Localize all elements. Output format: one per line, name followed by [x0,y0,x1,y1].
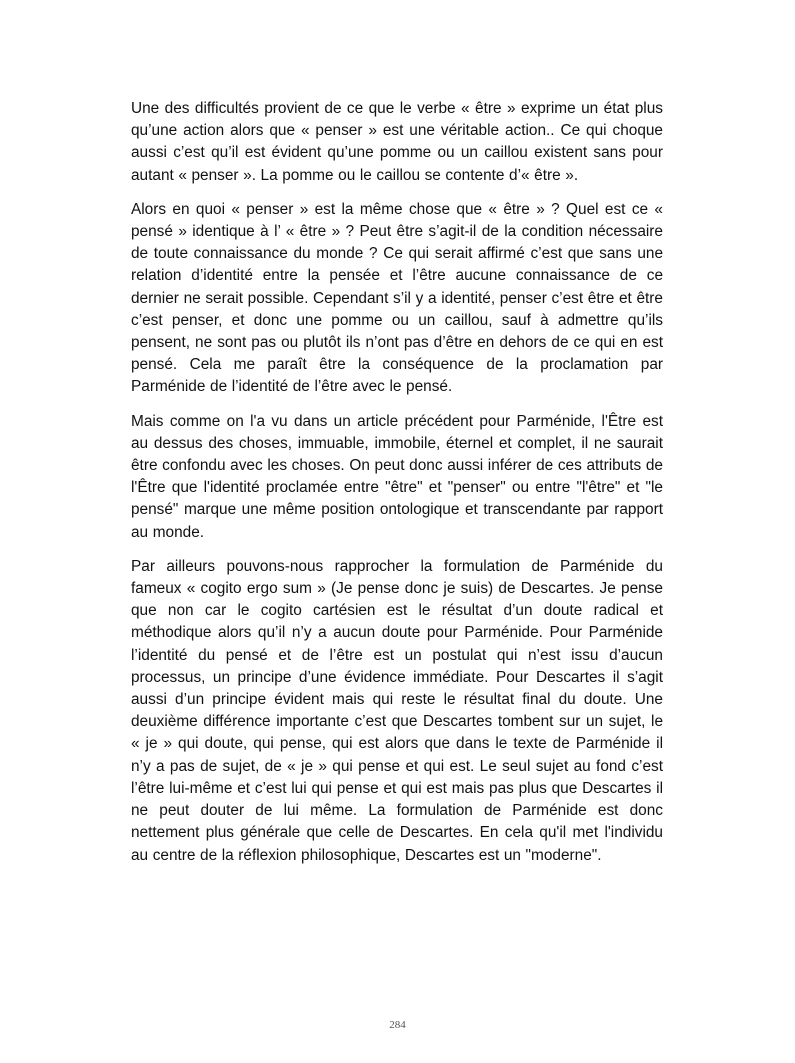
paragraph-4: Par ailleurs pouvons-nous rapprocher la formulation de Parménide du fameux « cogito ergo sum » (Je pense donc je suis) de Descartes. Je pense que non car le cogito cartésien est le résultat d’un doute radical et méthodique alors qu’il n’y a aucun doute pour Parménide. Pour Parménide l’identité du pensé et de l’être est un postulat qui n’est issu d’aucun processus, un principe d’une évidence immédiate. Pour Descartes il s’agit aussi d’un principe évident mais qui reste le résultat final du doute. Une deuxième différence importante c’est que Descartes tombent sur un sujet, le « je » qui doute, qui pense, qui est alors que dans le texte de Parménide il n’y a pas de sujet, de « je » qui pense et qui est. Le seul sujet au fond c’est l’être lui-même et c’est lui qui pense et qui est mais pas plus que Descartes il ne peut douter de lui même. La formulation de Parménide est donc nettement plus générale que celle de Descartes. En cela qu'il met l'individu au centre de la réflexion philosophique, Descartes est un "moderne". [131,557,663,864]
page-number: 284 [389,1019,406,1031]
body-text [131,98,663,879]
paragraph-1: Une des difficultés provient de ce que le verbe « être » exprime un état plus qu’une action alors que « penser » est une véritable action.. Ce qui choque aussi c’est qu’il est évident qu’une pomme ou un caillou existent sans pour autant « penser ». La pomme ou le caillou se contente d’« être ». [131,100,663,184]
paragraph-3: Mais comme on l'a vu dans un article précédent pour Parménide, l'Être est au dessus des choses, immuable, immobile, éternel et complet, il ne saurait être confondu avec les choses. On peut donc aussi inférer de ces attributs de l'Être que l'identité proclamée entre "être" et "penser" ou entre "l'être" et "le pensé" marque une même position ontologique et transcendante par rapport au monde. [131,412,663,541]
paragraph-2: Alors en quoi « penser » est la même chose que « être » ? Quel est ce « pensé » identique à l’ « être » ? Peut être s’agit-il de la condition nécessaire de toute connaissance du monde ? Ce qui serait affirmé c’est que sans une relation d’identité entre la pensée et l’être aucune connaissance de ce dernier ne serait possible. Cependant s’il y a identité, penser c’est être et être c’est penser, et donc une pomme ou un caillou, sauf à admettre qu’ils pensent, ne sont pas ou plutôt ils n’ont pas d’être en dehors de ce qui en est pensé. Cela me paraît être la conséquence de la proclamation par Parménide de l’identité de l’être avec le pensé. [131,200,663,396]
